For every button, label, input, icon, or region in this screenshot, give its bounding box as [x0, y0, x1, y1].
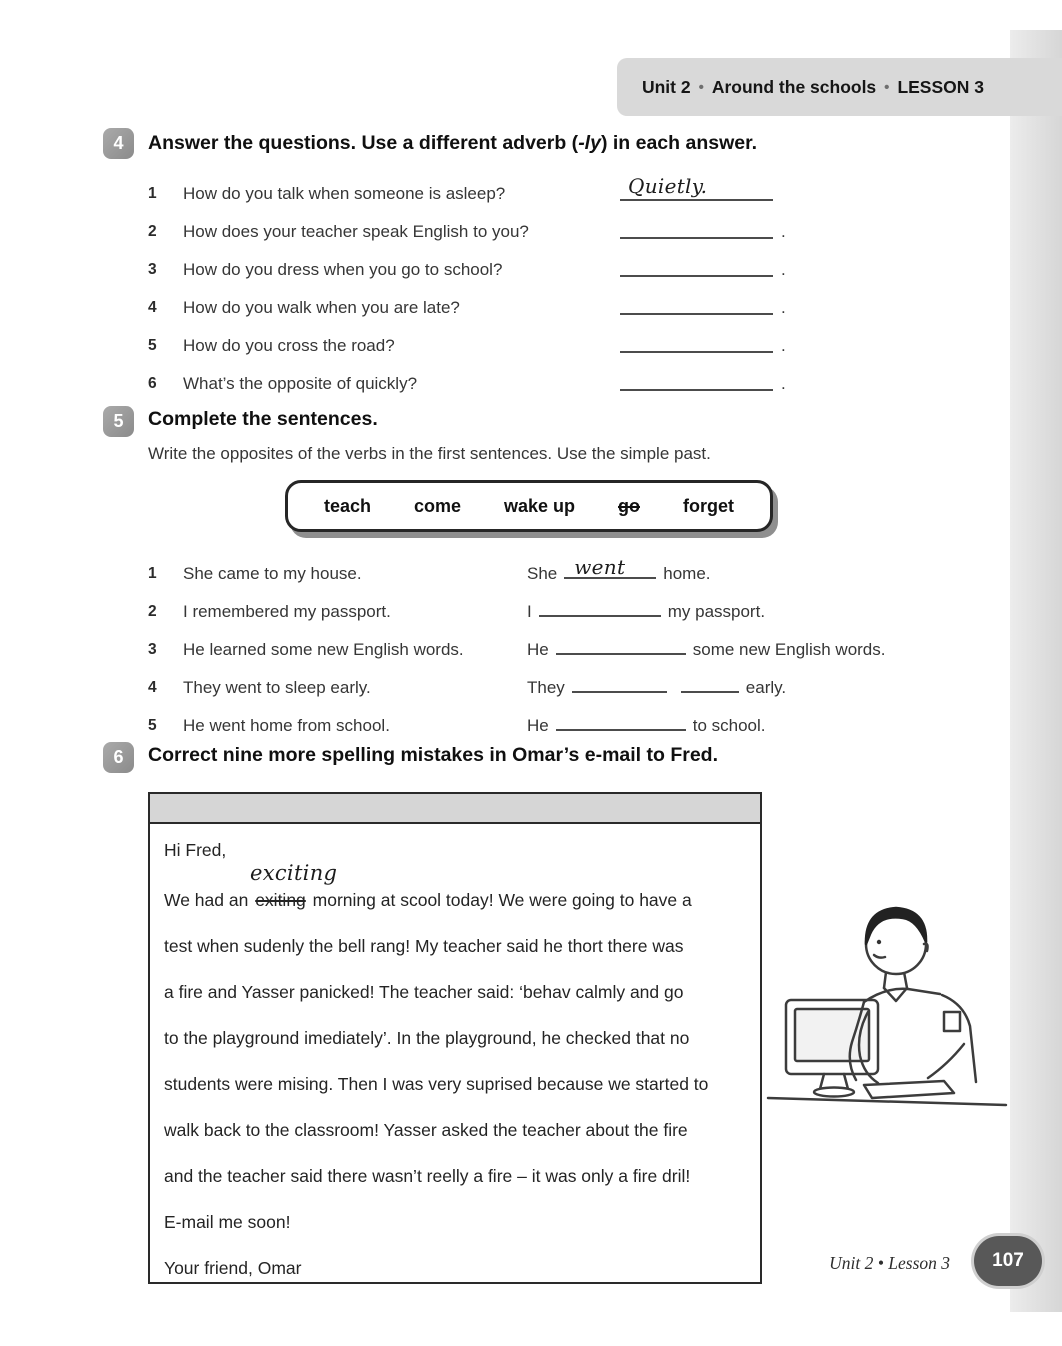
exercise-4-title [148, 130, 868, 156]
exercise-5-badge: 5 [103, 406, 134, 437]
sentence-post: to school. [692, 716, 766, 735]
sentence-left: They went to sleep early. [183, 678, 371, 697]
bullet-separator: • [698, 78, 704, 96]
question-row [148, 324, 868, 362]
period: . [781, 260, 786, 279]
sentence-post: some new English words. [692, 640, 886, 659]
sentence-post: home. [663, 564, 711, 583]
eye [877, 940, 881, 944]
question-number: 2 [148, 223, 157, 240]
answer-blank [556, 635, 686, 655]
question-row [148, 286, 868, 324]
word-bank-box [285, 480, 773, 532]
email-line [164, 861, 744, 910]
sentence-post: my passport. [667, 602, 766, 621]
sentence-number: 2 [148, 603, 157, 620]
right-side [942, 995, 976, 1082]
sentence-row [148, 552, 968, 590]
boy-at-computer-illustration [766, 892, 1016, 1142]
period: . [781, 374, 786, 393]
monitor-screen [795, 1009, 869, 1061]
answer-blank [564, 555, 656, 579]
question-row [148, 210, 868, 248]
exercise-4-questions [148, 172, 868, 400]
sentence-left: He learned some new English words. [183, 640, 464, 659]
sentence-right [527, 711, 766, 736]
question-number: 3 [148, 261, 157, 278]
handwritten-answer: Quietly. [628, 174, 708, 198]
line-art-drawing [766, 892, 1016, 1142]
question-number: 1 [148, 185, 157, 202]
question-text: How do you walk when you are late? [183, 298, 460, 317]
word-bank-word: come [414, 495, 462, 516]
word-bank-word: forget [682, 495, 734, 516]
email-signature: Your friend, Omar [164, 1258, 302, 1278]
sentence-pre: I [527, 602, 532, 621]
email-box [148, 792, 762, 1284]
question-number: 4 [148, 299, 157, 316]
sentence-row [148, 666, 968, 704]
sentence-number: 5 [148, 717, 157, 734]
exercise-6-badge: 6 [103, 742, 134, 773]
question-text: What’s the opposite of quickly? [183, 374, 418, 393]
email-text: We had an [164, 890, 249, 910]
email-line: to the playground imediately’. In the playground, he checked that no [164, 1028, 690, 1048]
email-line: and the teacher said there wasn’t reelly a fire – it was only a fire dril! [164, 1166, 691, 1186]
email-line: test when sudenly the bell rang! My teacher said he thort there was [164, 936, 684, 956]
answer-blank [556, 711, 686, 731]
desk-line [768, 1098, 1006, 1105]
email-header-bar [150, 794, 760, 824]
sentence-pre: She [527, 564, 558, 583]
answer-blank [620, 213, 773, 239]
question-text: How does your teacher speak English to you? [183, 222, 529, 241]
sentence-row [148, 590, 968, 628]
sentence-pre: They [527, 678, 565, 697]
exercise-5-instruction: Write the opposites of the verbs in the first sentences. Use the simple past. [148, 444, 711, 463]
email-line: walk back to the classroom! Yasser asked the teacher about the fire [164, 1120, 688, 1140]
handwritten-correction: exciting [250, 861, 338, 885]
sentence-number: 1 [148, 565, 157, 582]
word-bank-word: wake up [504, 495, 576, 516]
question-row [148, 362, 868, 400]
exercise-5 [148, 406, 968, 742]
header-topic: Around the schools [711, 76, 877, 97]
exercise-5-sentences [148, 552, 968, 742]
sentence-row [148, 704, 968, 742]
answer-blank [620, 251, 773, 277]
sentence-left: He went home from school. [183, 716, 390, 735]
shirt-pocket [944, 1012, 960, 1031]
answer-blank [539, 597, 661, 617]
bullet-separator: • [884, 78, 890, 96]
period: . [781, 222, 786, 241]
answer-blank [620, 289, 773, 315]
sentence-pre: He [527, 716, 549, 735]
email-text: morning at scool today! We were going to have a [312, 890, 692, 910]
email-sign-off: E-mail me soon! [164, 1212, 291, 1232]
exercise-5-title: Complete the sentences. [148, 408, 378, 430]
monitor-base [814, 1088, 854, 1097]
sentence-right [527, 635, 886, 660]
email-line: students were mising. Then I was very suprised because we started to [164, 1074, 709, 1094]
email-greeting: Hi Fred, [164, 840, 227, 860]
page-header [617, 58, 1062, 116]
title-text: ) in each answer. [600, 132, 758, 154]
sentence-number: 4 [148, 679, 157, 696]
question-number: 6 [148, 375, 157, 392]
word-bank-word: teach [324, 495, 372, 516]
header-unit: Unit 2 [641, 76, 691, 97]
handwritten-answer: went [574, 555, 626, 579]
answer-blank [620, 327, 773, 353]
sentence-number: 3 [148, 641, 157, 658]
email-line: a fire and Yasser panicked! The teacher said: ‘behav calmly and go [164, 982, 684, 1002]
forearm [928, 1044, 964, 1078]
crossed-out-word: exiting [255, 890, 306, 910]
email-body [150, 824, 760, 1278]
question-text: How do you cross the road? [183, 336, 395, 355]
period: . [781, 298, 786, 317]
sentence-left: She came to my house. [183, 564, 362, 583]
sentence-pre: He [527, 640, 549, 659]
title-text: Answer the questions. Use a different adverb ( [148, 132, 579, 154]
exercise-6-title: Correct nine more spelling mistakes in Omar’s e-mail to Fred. [148, 744, 719, 766]
answer-blank [572, 673, 667, 693]
page-number-badge: 107 [974, 1236, 1042, 1286]
header-lesson: LESSON 3 [897, 76, 984, 97]
sentence-post: early. [745, 678, 787, 697]
question-row [148, 248, 868, 286]
answer-blank [620, 175, 773, 201]
sentence-right [527, 597, 765, 622]
exercise-4-badge: 4 [103, 128, 134, 159]
question-number: 5 [148, 337, 157, 354]
sentence-right [527, 555, 711, 584]
answer-blank [620, 365, 773, 391]
question-text: How do you talk when someone is asleep? [183, 184, 506, 203]
question-row [148, 172, 868, 210]
sentence-left: I remembered my passport. [183, 602, 391, 621]
exercise-4 [148, 130, 868, 400]
title-italic-ly: -ly [578, 132, 601, 154]
question-text: How do you dress when you go to school? [183, 260, 503, 279]
sentence-row [148, 628, 968, 666]
sentence-right [527, 673, 786, 698]
answer-blank [681, 673, 739, 693]
keyboard [864, 1081, 954, 1098]
footer-lesson-reference: Unit 2 • Lesson 3 [829, 1253, 950, 1273]
period: . [781, 336, 786, 355]
word-bank-word-crossed-out: go [618, 495, 640, 516]
